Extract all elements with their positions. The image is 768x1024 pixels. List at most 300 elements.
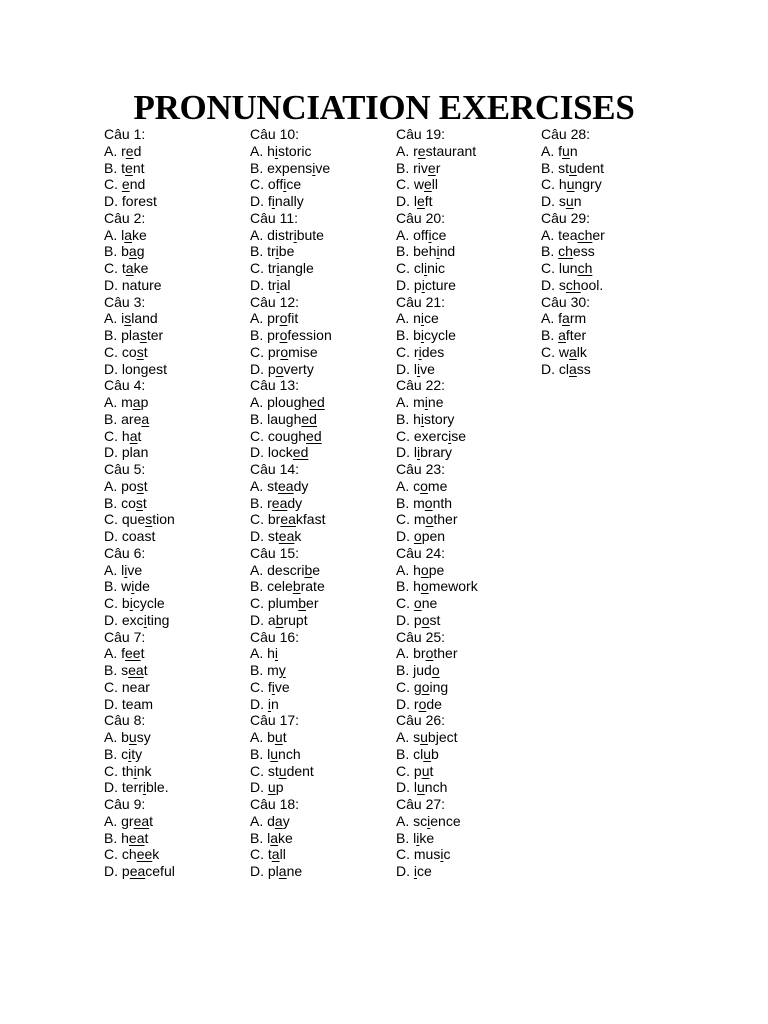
question-label: Câu 29: <box>541 209 591 226</box>
underlined-sound: a <box>141 410 150 427</box>
underlined-sound: i <box>142 779 147 796</box>
answer-option <box>104 746 252 763</box>
option-text-end: ve <box>274 678 290 695</box>
question-block <box>396 210 544 294</box>
option-text: B. pr <box>250 327 280 343</box>
option-text: A. l <box>104 226 125 243</box>
answer-option <box>250 176 398 193</box>
option-text-end: dy <box>287 494 303 511</box>
answer-option <box>104 160 252 177</box>
option-text-end: b <box>431 745 439 762</box>
answer-option <box>250 344 398 361</box>
underlined-sound: ch <box>558 243 573 260</box>
answer-option <box>250 411 398 428</box>
question-block <box>104 126 252 210</box>
underlined-sound: b <box>292 578 301 595</box>
option-text: B. r <box>250 494 272 511</box>
option-text-end: sy <box>136 729 151 745</box>
option-text: D. st <box>250 528 279 544</box>
option-text: A. h <box>250 142 275 159</box>
option-text-end: ool. <box>580 276 604 293</box>
option-text-end: cture <box>424 276 456 293</box>
underlined-sound: e <box>125 142 134 159</box>
answer-option <box>250 143 398 160</box>
answer-option <box>104 344 252 361</box>
option-text-end: ther <box>433 645 458 662</box>
question-block <box>250 210 398 294</box>
answer-option <box>250 227 398 244</box>
question-label: Câu 4: <box>104 377 146 394</box>
option-text: A. b <box>104 729 129 745</box>
option-text: A. i <box>104 310 125 327</box>
underlined-sound: u <box>270 745 279 762</box>
option-text: A. f <box>541 142 563 159</box>
underlined-sound: i <box>283 176 287 193</box>
question-label: Câu 14: <box>250 461 300 477</box>
option-text-end: t <box>142 494 147 511</box>
option-text: A. m <box>104 394 133 410</box>
question-block <box>396 377 544 461</box>
option-text-end: t <box>140 645 145 662</box>
page-title: PRONUNCIATION EXERCISES <box>133 88 635 127</box>
option-text: B. c <box>104 745 129 762</box>
answer-option <box>396 612 544 629</box>
underlined-sound: o <box>424 494 433 511</box>
option-text: A. c <box>396 477 421 494</box>
question-block <box>541 126 689 210</box>
answer-option <box>104 193 252 210</box>
option-text: D. f <box>250 193 272 209</box>
option-text: C. que <box>104 511 146 528</box>
option-text-end: n <box>573 193 582 209</box>
option-text: A. m <box>396 394 425 410</box>
option-text-end: t <box>149 812 154 829</box>
answer-option <box>250 763 398 780</box>
underlined-sound: e <box>121 176 130 193</box>
answer-option <box>541 361 689 378</box>
underlined-sound: o <box>421 678 430 695</box>
answer-option <box>396 160 544 177</box>
question-label: Câu 12: <box>250 293 300 310</box>
question-label: Câu 16: <box>250 628 300 645</box>
underlined-sound: i <box>312 159 316 176</box>
question-label: Câu 22: <box>396 377 446 394</box>
underlined-sound: u <box>417 779 425 796</box>
answer-option <box>250 679 398 696</box>
option-text: D. coast <box>104 528 156 544</box>
option-text: C. plum <box>250 595 299 611</box>
option-text-end: ve <box>127 561 143 578</box>
option-text-end: ce <box>424 310 439 327</box>
option-text-end: lk <box>576 343 587 360</box>
underlined-sound: i <box>124 561 128 578</box>
option-text-end: ting <box>146 611 170 628</box>
question-label: Câu 30: <box>541 293 591 310</box>
option-text-end: ke <box>419 829 435 846</box>
option-text: D. plan <box>104 444 149 461</box>
answer-option <box>104 411 252 428</box>
option-text-end: c <box>443 846 451 863</box>
option-text-end: nt <box>132 159 145 176</box>
option-text: C. exerc <box>396 427 449 444</box>
answer-option <box>104 612 252 629</box>
underlined-sound: ea <box>278 477 294 494</box>
option-text: D. l <box>396 779 417 796</box>
option-text-end: verty <box>283 360 314 377</box>
underlined-sound: b <box>275 611 284 628</box>
underlined-sound: ea <box>133 812 150 829</box>
underlined-sound: y <box>278 662 286 678</box>
answer-option <box>250 528 398 545</box>
question-label: Câu 20: <box>396 209 446 226</box>
option-text: C. lun <box>541 260 578 276</box>
underlined-sound: ea <box>129 863 146 879</box>
option-text-end: t <box>143 477 148 494</box>
question-column-1 <box>104 126 252 880</box>
option-text-end: g <box>136 243 145 260</box>
option-text-end: ther <box>433 511 458 528</box>
answer-option <box>250 310 398 327</box>
question-column-2 <box>250 126 398 880</box>
question-block <box>396 461 544 545</box>
option-text-end: nic <box>427 260 446 276</box>
option-text-end: n <box>569 142 578 159</box>
option-text: D. p <box>396 276 422 293</box>
answer-option <box>250 830 398 847</box>
underlined-sound: ea <box>128 829 145 846</box>
question-block <box>250 629 398 713</box>
answer-option <box>104 779 252 796</box>
option-text: C. th <box>104 762 134 779</box>
question-block <box>104 461 252 545</box>
option-text: D. forest <box>104 193 157 209</box>
underlined-sound: o <box>279 310 288 327</box>
underlined-sound: b <box>298 595 307 611</box>
option-text: C. f <box>250 678 272 695</box>
option-text: D. p <box>250 360 276 377</box>
underlined-sound: u <box>562 142 570 159</box>
underlined-sound: u <box>267 779 276 796</box>
option-text: C. tr <box>250 260 277 276</box>
option-text-end: bject <box>427 729 458 745</box>
underlined-sound: i <box>436 243 440 260</box>
option-text-end: brary <box>420 444 453 461</box>
option-text: B. h <box>396 578 421 595</box>
answer-option <box>396 495 544 512</box>
question-label: Câu 8: <box>104 712 146 729</box>
option-text: A. h <box>396 561 421 578</box>
underlined-sound: u <box>420 729 428 745</box>
answer-option <box>250 428 398 445</box>
option-text-end: rm <box>569 310 587 327</box>
option-text: D. l <box>396 444 417 461</box>
option-text: C. br <box>250 511 281 528</box>
option-text-end: angle <box>279 260 314 276</box>
underlined-sound: i <box>275 243 279 260</box>
option-text-end: t <box>282 729 287 745</box>
answer-option <box>396 830 544 847</box>
answer-option <box>104 511 252 528</box>
answer-option <box>250 478 398 495</box>
question-column-4 <box>541 126 689 377</box>
option-text-end: me <box>427 477 448 494</box>
question-label: Câu 19: <box>396 126 446 142</box>
underlined-sound: i <box>418 343 422 360</box>
answer-option <box>541 310 689 327</box>
answer-option <box>396 645 544 662</box>
answer-option <box>250 863 398 880</box>
answer-option <box>104 679 252 696</box>
option-text: B. b <box>396 327 421 343</box>
option-text-end: st <box>429 611 441 628</box>
question-block <box>396 796 544 880</box>
question-block <box>396 294 544 378</box>
answer-option <box>396 679 544 696</box>
question-label: Câu 11: <box>250 209 298 226</box>
answer-option <box>250 696 398 713</box>
underlined-sound: i <box>420 310 425 327</box>
option-text: B. jud <box>396 662 432 678</box>
answer-option <box>104 260 252 277</box>
underlined-sound: i <box>420 327 425 343</box>
option-text-end: kfast <box>295 511 326 528</box>
option-text-end: p <box>275 779 284 796</box>
underlined-sound: u <box>565 193 574 209</box>
option-text-end: staurant <box>425 142 477 159</box>
option-text: C. cough <box>250 427 307 444</box>
option-text: B. l <box>396 829 417 846</box>
option-text: D. team <box>104 695 154 712</box>
underlined-sound: i <box>276 276 280 293</box>
option-text: D. <box>396 863 414 879</box>
option-text-end: story <box>424 410 455 427</box>
option-text-end: ke <box>278 829 293 846</box>
question-block <box>541 294 689 378</box>
question-label: Câu 15: <box>250 544 300 561</box>
underlined-sound: e <box>125 159 133 176</box>
option-text: A. st <box>250 477 279 494</box>
answer-option <box>104 361 252 378</box>
underlined-sound: ed <box>292 444 309 461</box>
option-text: A. d <box>250 812 275 829</box>
answer-option <box>396 578 544 595</box>
underlined-sound: i <box>128 745 132 762</box>
option-text: C. co <box>104 343 137 360</box>
answer-option <box>396 813 544 830</box>
option-text-end: ce <box>286 176 302 193</box>
question-block <box>104 712 252 796</box>
option-text: D. r <box>396 695 419 712</box>
option-text-end: ce <box>417 863 432 879</box>
option-text: D. nature <box>104 276 162 293</box>
question-label: Câu 17: <box>250 712 300 729</box>
underlined-sound: i <box>267 695 272 712</box>
option-text-end: dent <box>576 159 605 176</box>
answer-option <box>250 160 398 177</box>
question-label: Câu 3: <box>104 293 146 310</box>
option-text-end: k <box>294 528 302 544</box>
underlined-sound: a <box>270 829 279 846</box>
option-text-end: n <box>271 695 279 712</box>
underlined-sound: e <box>427 159 436 176</box>
underlined-sound: o <box>280 343 289 360</box>
underlined-sound: i <box>427 812 431 829</box>
option-text: C. g <box>396 678 422 695</box>
answer-option <box>396 863 544 880</box>
answer-option <box>396 478 544 495</box>
option-text-end: e <box>312 561 321 578</box>
question-label: Câu 18: <box>250 796 300 812</box>
question-label: Câu 21: <box>396 293 446 310</box>
option-text-end: ne <box>427 394 444 410</box>
option-text-end: nch <box>424 779 448 796</box>
option-text-end: fter <box>565 327 587 343</box>
answer-option <box>250 361 398 378</box>
answer-option <box>396 846 544 863</box>
answer-option <box>104 227 252 244</box>
underlined-sound: a <box>129 427 138 444</box>
option-text: A. br <box>396 645 426 662</box>
option-text: C. near <box>104 678 150 695</box>
option-text: B. l <box>250 829 271 846</box>
underlined-sound: ee <box>125 645 141 662</box>
underlined-sound: s <box>136 343 144 360</box>
underlined-sound: i <box>143 611 147 628</box>
answer-option <box>250 662 398 679</box>
option-text: B. are <box>104 410 142 427</box>
underlined-sound: o <box>431 662 440 678</box>
option-text-end: nd <box>439 243 456 260</box>
underlined-sound: b <box>304 561 313 578</box>
question-block <box>396 712 544 796</box>
option-text-end: fit <box>287 310 299 327</box>
option-text-end: r <box>435 159 441 176</box>
question-label: Câu 5: <box>104 461 146 477</box>
option-text-end: ence <box>430 812 461 829</box>
option-text: C. ch <box>104 846 137 863</box>
underlined-sound: o <box>413 528 422 544</box>
underlined-sound: i <box>421 276 425 293</box>
answer-option <box>250 779 398 796</box>
question-block <box>250 712 398 796</box>
option-text-end: de <box>426 695 442 712</box>
underlined-sound: i <box>293 226 297 243</box>
question-label: Câu 7: <box>104 628 146 645</box>
question-block <box>104 629 252 713</box>
option-text: D. exc <box>104 611 144 628</box>
underlined-sound: a <box>569 360 577 377</box>
question-label: Câu 10: <box>250 126 300 142</box>
answer-option <box>541 327 689 344</box>
option-text: B. t <box>104 159 126 176</box>
option-text: A. off <box>396 226 429 243</box>
underlined-sound: s <box>124 310 132 327</box>
question-column-3 <box>396 126 544 880</box>
underlined-sound: ed <box>301 410 317 427</box>
underlined-sound: s <box>139 327 147 343</box>
answer-option <box>250 846 398 863</box>
option-text-end: se <box>451 427 467 444</box>
option-text-end: t <box>143 343 148 360</box>
option-text-end: k <box>152 846 160 863</box>
option-text: A. gr <box>104 812 134 829</box>
answer-option <box>396 562 544 579</box>
answer-option <box>250 394 398 411</box>
option-text-end: nally <box>274 193 304 209</box>
option-text-end: ve <box>315 159 331 176</box>
underlined-sound: a <box>128 243 137 260</box>
underlined-sound: u <box>569 159 577 176</box>
answer-option <box>541 193 689 210</box>
answer-option <box>541 227 689 244</box>
option-text: D. lock <box>250 444 293 461</box>
option-text: C. <box>396 595 414 611</box>
option-text: D. pl <box>250 863 279 879</box>
answer-option <box>396 779 544 796</box>
option-text-end: bute <box>296 226 324 243</box>
answer-option <box>104 478 252 495</box>
option-text: A. h <box>250 645 275 662</box>
question-block <box>250 126 398 210</box>
underlined-sound: o <box>420 578 429 595</box>
option-text-end: ke <box>132 226 147 243</box>
answer-option <box>250 595 398 612</box>
underlined-sound: ch <box>577 260 593 276</box>
underlined-sound: i <box>274 142 279 159</box>
answer-option <box>104 277 252 294</box>
option-text: C. t <box>104 260 126 276</box>
underlined-sound: i <box>416 829 420 846</box>
answer-option <box>250 495 398 512</box>
underlined-sound: i <box>417 444 421 461</box>
option-text-end: ess <box>572 243 595 260</box>
option-text-end: pen <box>421 528 446 544</box>
option-text-end: ble. <box>146 779 169 796</box>
option-text-end: tion <box>152 511 175 528</box>
option-text-end: ne <box>286 863 303 879</box>
option-text: D. p <box>396 611 422 628</box>
answer-option <box>104 830 252 847</box>
option-text: A. distr <box>250 226 294 243</box>
answer-option <box>104 846 252 863</box>
option-text-end: d <box>133 142 142 159</box>
option-text: A. tea <box>541 226 578 243</box>
underlined-sound: a <box>125 260 134 276</box>
option-text: C. pr <box>250 343 281 360</box>
answer-option <box>250 612 398 629</box>
option-text: A. po <box>104 477 137 494</box>
option-text: C. cl <box>396 260 424 276</box>
underlined-sound: u <box>423 745 432 762</box>
option-text-end: cycle <box>424 327 456 343</box>
underlined-sound: ed <box>306 427 322 444</box>
answer-option <box>250 277 398 294</box>
question-label: Câu 25: <box>396 628 446 645</box>
underlined-sound: ed <box>309 394 325 410</box>
option-text: B. cl <box>396 745 424 762</box>
answer-option <box>396 394 544 411</box>
underlined-sound: a <box>274 812 283 829</box>
underlined-sound: i <box>131 578 135 595</box>
answer-option <box>396 428 544 445</box>
underlined-sound: i <box>424 394 428 410</box>
option-text: C. h <box>541 176 567 193</box>
option-text-end: t <box>137 427 142 444</box>
underlined-sound: o <box>275 360 284 377</box>
underlined-sound: e <box>417 193 425 209</box>
option-text: D. l <box>396 360 417 377</box>
underlined-sound: u <box>128 729 137 745</box>
